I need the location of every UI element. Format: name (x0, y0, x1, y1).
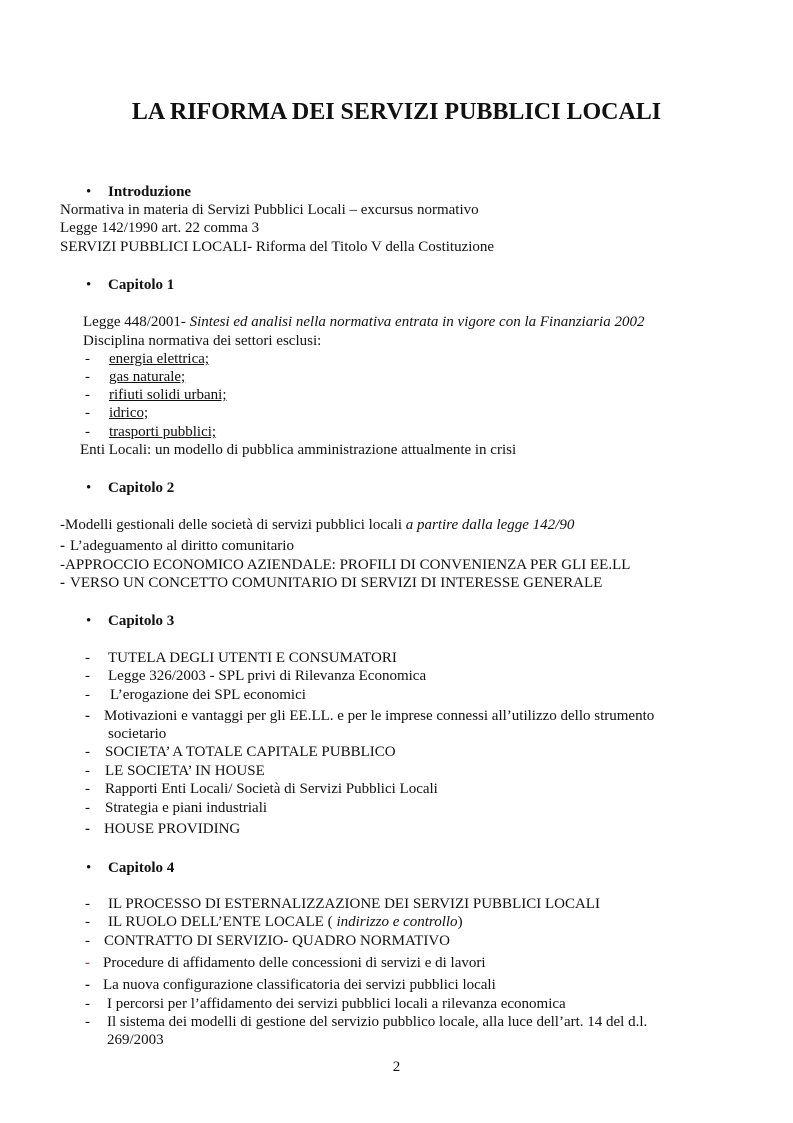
dash-marker: - (85, 821, 90, 837)
cap3-item-5: SOCIETA’ A TOTALE CAPITALE PUBBLICO (105, 744, 396, 760)
dash-marker: - (85, 650, 90, 666)
dash-marker: - (85, 977, 90, 993)
cap4-item-4: Procedure di affidamento delle concessioni di servizi e di lavori (103, 955, 486, 971)
cap3-item-6: LE SOCIETA’ IN HOUSE (105, 763, 265, 779)
bullet-icon: • (86, 277, 92, 293)
cap4-item-1: IL PROCESSO DI ESTERNALIZZAZIONE DEI SERVIZI PUBBLICI LOCALI (108, 896, 600, 912)
cap4-item-6: I percorsi per l’affidamento dei servizi pubblici locali a rilevanza economica (107, 996, 566, 1012)
dash-marker: - (85, 1014, 90, 1030)
intro-line-1: Normativa in materia di Servizi Pubblici Locali – excursus normativo (60, 202, 479, 218)
cap3-item-4-cont: societario (108, 726, 167, 742)
dash-marker: - (85, 781, 90, 797)
intro-line-3: SERVIZI PUBBLICI LOCALI- Riforma del Titolo V della Costituzione (60, 239, 495, 255)
cap3-item-3: L’erogazione dei SPL economici (110, 687, 306, 703)
section-heading-capitolo-2: Capitolo 2 (108, 480, 175, 496)
cap4-item-7: Il sistema dei modelli di gestione del servizio pubblico locale, alla luce dell’art. 14 del d.l. (107, 1014, 648, 1030)
dash-marker: - (85, 424, 90, 440)
dash-marker: - (85, 708, 90, 724)
dash-marker: - (85, 687, 90, 703)
dash-marker: - (85, 351, 90, 367)
intro-line-2: Legge 142/1990 art. 22 comma 3 (60, 220, 260, 236)
cap3-item-8: Strategia e piani industriali (105, 800, 268, 816)
bullet-icon: • (86, 613, 92, 629)
cap1-line-2: Disciplina normativa dei settori esclusi: (83, 333, 322, 349)
page-title: LA RIFORMA DEI SERVIZI PUBBLICI LOCALI (131, 99, 662, 125)
cap1-item-1: energia elettrica; (109, 351, 210, 367)
cap2-line-3: -APPROCCIO ECONOMICO AZIENDALE: PROFILI DI CONVENIENZA PER GLI EE.LL (60, 557, 631, 573)
cap2-line-1 (60, 516, 574, 534)
cap1-line-1-italic: Sintesi ed analisi nella normativa entrata in vigore con la Finanziaria 2002 (189, 314, 645, 330)
dash-marker: - (85, 996, 90, 1012)
dash-marker: - (85, 668, 90, 684)
cap3-item-7: Rapporti Enti Locali/ Società di Servizi Pubblici Locali (105, 781, 438, 797)
dash-marker: - (85, 405, 90, 421)
cap2-line-1-italic: a partire dalla legge 142/90 (405, 517, 575, 533)
dash-marker: - (60, 538, 65, 554)
cap2-line-1-text: -Modelli gestionali delle società di servizi pubblici locali (60, 517, 406, 533)
section-heading-capitolo-3: Capitolo 3 (108, 613, 175, 629)
dash-marker: - (85, 800, 90, 816)
bullet-icon: • (86, 184, 92, 200)
cap4-item-5: La nuova configurazione classificatoria dei servizi pubblici locali (103, 977, 496, 993)
cap3-item-9: HOUSE PROVIDING (104, 821, 241, 837)
cap4-item-2-italic: indirizzo e controllo (336, 914, 458, 930)
page-number: 2 (392, 1059, 401, 1075)
section-heading-capitolo-1: Capitolo 1 (108, 277, 175, 293)
bullet-icon: • (86, 860, 92, 876)
cap4-item-3: CONTRATTO DI SERVIZIO- QUADRO NORMATIVO (104, 933, 451, 949)
cap1-item-2: gas naturale; (109, 369, 186, 385)
cap4-item-7-cont: 269/2003 (107, 1032, 164, 1048)
dash-marker: - (85, 744, 90, 760)
cap4-item-2-text: IL RUOLO DELL’ENTE LOCALE ( (108, 914, 337, 930)
cap4-item-2 (108, 913, 463, 931)
dash-marker: - (85, 763, 90, 779)
cap4-item-2-close: ) (457, 914, 463, 930)
bullet-icon: • (86, 480, 92, 496)
dash-marker: - (60, 575, 65, 591)
cap1-closing: Enti Locali: un modello di pubblica amministrazione attualmente in crisi (80, 442, 517, 458)
cap1-item-4: idrico; (109, 405, 149, 421)
section-heading-capitolo-4: Capitolo 4 (108, 860, 175, 876)
section-heading-introduzione: Introduzione (108, 184, 192, 200)
cap2-line-2: L’adeguamento al diritto comunitario (70, 538, 294, 554)
dash-marker: - (85, 387, 90, 403)
cap1-line-1 (83, 313, 644, 331)
dash-marker: - (85, 933, 90, 949)
dash-marker: - (85, 914, 90, 930)
cap3-item-2: Legge 326/2003 - SPL privi di Rilevanza Economica (108, 668, 427, 684)
cap2-line-4: VERSO UN CONCETTO COMUNITARIO DI SERVIZI DI INTERESSE GENERALE (70, 575, 603, 591)
dash-marker: - (85, 955, 90, 971)
dash-marker: - (85, 896, 90, 912)
cap1-item-5: trasporti pubblici; (109, 424, 217, 440)
cap1-item-3: rifiuti solidi urbani; (109, 387, 227, 403)
cap1-line-1-text: Legge 448/2001- (83, 314, 190, 330)
dash-marker: - (85, 369, 90, 385)
cap3-item-4: Motivazioni e vantaggi per gli EE.LL. e per le imprese connessi all’utilizzo dello strumento (104, 708, 655, 724)
cap3-item-1: TUTELA DEGLI UTENTI E CONSUMATORI (108, 650, 397, 666)
